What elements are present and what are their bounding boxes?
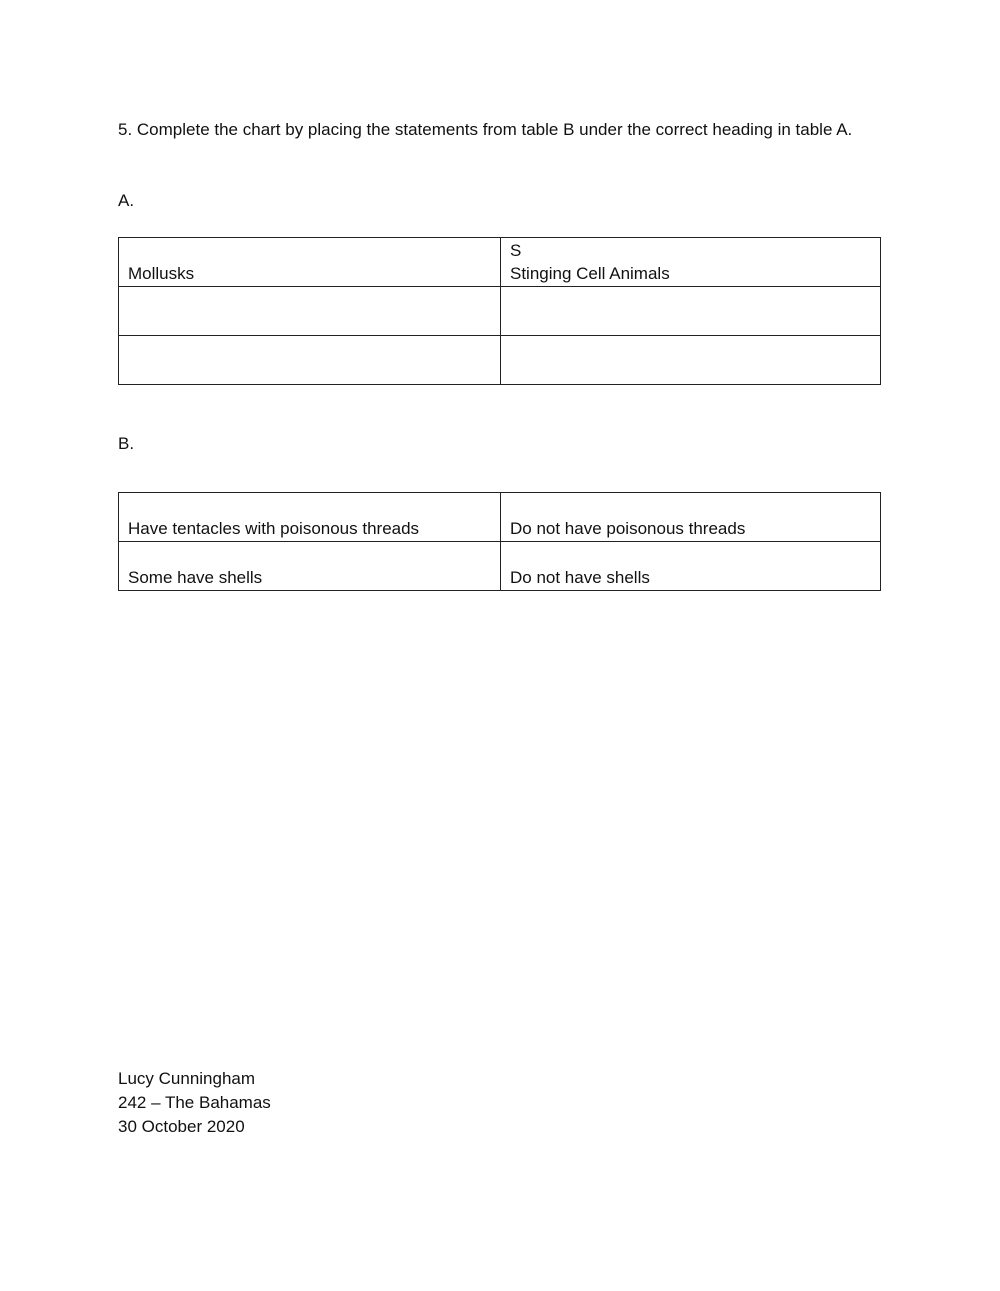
- table-row: [119, 493, 881, 542]
- header-mollusks: [119, 238, 501, 287]
- statement-cell[interactable]: Do not have poisonous threads: [501, 493, 881, 542]
- header-stinging-cell-animals: [501, 238, 881, 287]
- table-b-label: B.: [118, 434, 135, 453]
- header-mollusks-label: Mollusks: [128, 264, 195, 283]
- table-row: [119, 336, 881, 385]
- table-b: [118, 492, 881, 591]
- table-a-empty-cell[interactable]: [119, 336, 501, 385]
- table-a-empty-cell[interactable]: [501, 287, 881, 336]
- table-a-header-row: [119, 238, 881, 287]
- header-stinging-cell-animals-label: Stinging Cell Animals: [510, 264, 670, 283]
- footer-author: Lucy Cunningham: [118, 1069, 256, 1088]
- table-a-label: A.: [118, 191, 135, 210]
- table-row: [119, 542, 881, 591]
- statement-cell[interactable]: Some have shells: [119, 542, 501, 591]
- table-a: [118, 237, 881, 385]
- question-text: 5. Complete the chart by placing the statements from table B under the correct heading in table A.: [118, 120, 853, 139]
- footer-location: 242 – The Bahamas: [118, 1093, 271, 1112]
- footer-date: 30 October 2020: [118, 1117, 245, 1136]
- statement-cell[interactable]: Have tentacles with poisonous threads: [119, 493, 501, 542]
- statement-cell[interactable]: Do not have shells: [501, 542, 881, 591]
- footer: [118, 1067, 271, 1139]
- table-a-empty-cell[interactable]: [501, 336, 881, 385]
- header-stray-letter: S: [510, 241, 522, 260]
- table-row: [119, 287, 881, 336]
- table-a-empty-cell[interactable]: [119, 287, 501, 336]
